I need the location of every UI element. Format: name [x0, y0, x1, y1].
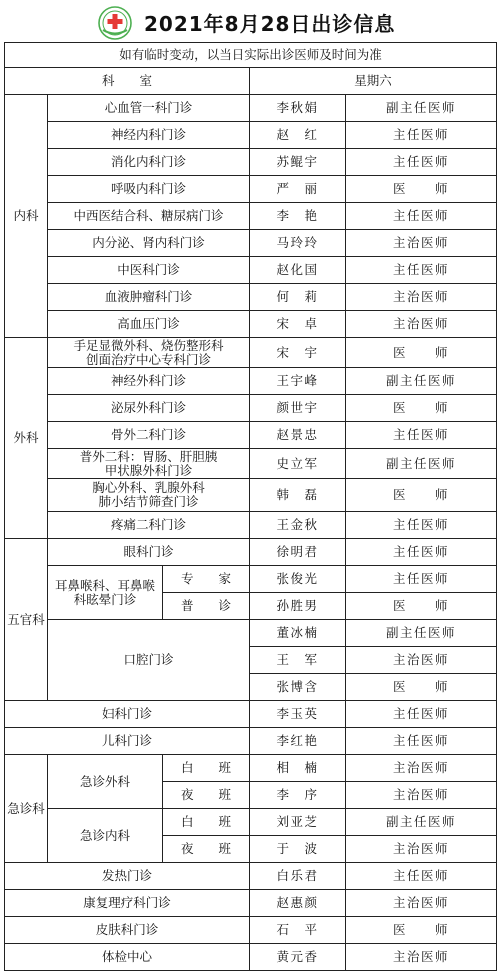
title-cell: 主治医师 [346, 230, 497, 257]
title-cell: 主治医师 [346, 782, 497, 809]
title-cell: 医 师 [346, 338, 497, 368]
dept-cell: 神经外科门诊 [48, 368, 250, 395]
title-cell: 主任医师 [346, 512, 497, 539]
dept-cell: 高血压门诊 [48, 311, 250, 338]
title-cell: 主任医师 [346, 566, 497, 593]
dept-header: 科 室 [5, 68, 250, 95]
table-row [5, 890, 497, 917]
table-row [5, 368, 497, 395]
title-cell: 主治医师 [346, 647, 497, 674]
table-row [5, 257, 497, 284]
dept-cell: 发热门诊 [5, 863, 250, 890]
title-cell: 副主任医师 [346, 95, 497, 122]
doctor-cell: 韩 磊 [250, 479, 346, 512]
sub-cell: 白 班 [163, 809, 250, 836]
doctor-cell: 相 楠 [250, 755, 346, 782]
doctor-cell: 赵景忠 [250, 422, 346, 449]
table-row [5, 620, 497, 647]
title-cell: 医 师 [346, 176, 497, 203]
schedule-table [4, 42, 497, 971]
dept-cell: 口腔门诊 [48, 620, 250, 701]
title-cell: 主任医师 [346, 422, 497, 449]
dept-cell: 眼科门诊 [48, 539, 250, 566]
dept-cell: 呼吸内科门诊 [48, 176, 250, 203]
table-row [5, 512, 497, 539]
title-cell: 主治医师 [346, 311, 497, 338]
table-row [5, 701, 497, 728]
table-row [5, 728, 497, 755]
dept-cell: 疼痛二科门诊 [48, 512, 250, 539]
doctor-cell: 张俊光 [250, 566, 346, 593]
page-title: 2021年8月28日出诊信息 [144, 12, 396, 36]
dept-cell: 骨外二科门诊 [48, 422, 250, 449]
doctor-cell: 刘亚芝 [250, 809, 346, 836]
doctor-cell: 严 丽 [250, 176, 346, 203]
table-row [5, 95, 497, 122]
table-row [5, 230, 497, 257]
title-cell: 主任医师 [346, 257, 497, 284]
title-cell: 副主任医师 [346, 620, 497, 647]
title-cell: 医 师 [346, 917, 497, 944]
dept-cell: 内分泌、肾内科门诊 [48, 230, 250, 257]
doctor-cell: 白乐君 [250, 863, 346, 890]
table-row [5, 338, 497, 368]
dept-cell: 中医科门诊 [48, 257, 250, 284]
dept-cell: 中西医结合科、糖尿病门诊 [48, 203, 250, 230]
table-row [5, 395, 497, 422]
doctor-cell: 徐明君 [250, 539, 346, 566]
dept-cell: 妇科门诊 [5, 701, 250, 728]
doctor-cell: 史立军 [250, 449, 346, 479]
dept-cell: 急诊外科 [48, 755, 163, 809]
notice-row [5, 43, 497, 68]
table-row [5, 539, 497, 566]
table-row [5, 122, 497, 149]
sub-cell: 夜 班 [163, 836, 250, 863]
table-row [5, 149, 497, 176]
title-cell: 副主任医师 [346, 809, 497, 836]
title-cell: 副主任医师 [346, 368, 497, 395]
doctor-cell: 何 莉 [250, 284, 346, 311]
doctor-cell: 宋 卓 [250, 311, 346, 338]
sub-cell: 普 诊 [163, 593, 250, 620]
title-cell: 副主任医师 [346, 449, 497, 479]
doctor-cell: 李 序 [250, 782, 346, 809]
page-header [0, 0, 500, 44]
title-cell: 主治医师 [346, 284, 497, 311]
sub-cell: 白 班 [163, 755, 250, 782]
dept-cell: 康复理疗科门诊 [5, 890, 250, 917]
doctor-cell: 董冰楠 [250, 620, 346, 647]
dept-cell: 体检中心 [5, 944, 250, 971]
dept-cell: 神经内科门诊 [48, 122, 250, 149]
doctor-cell: 赵 红 [250, 122, 346, 149]
dept-cell: 普外二科：胃肠、肝胆胰 甲状腺外科门诊 [48, 449, 250, 479]
group-label: 内科 [5, 95, 48, 338]
doctor-cell: 王金秋 [250, 512, 346, 539]
dept-cell: 皮肤科门诊 [5, 917, 250, 944]
doctor-cell: 王宇峰 [250, 368, 346, 395]
dept-cell: 胸心外科、乳腺外科 肺小结节筛查门诊 [48, 479, 250, 512]
table-row [5, 422, 497, 449]
dept-cell: 儿科门诊 [5, 728, 250, 755]
table-row [5, 755, 497, 782]
doctor-cell: 赵化国 [250, 257, 346, 284]
title-cell: 医 师 [346, 395, 497, 422]
notice-text: 如有临时变动，以当日实际出诊医师及时间为准 [5, 43, 497, 68]
doctor-cell: 颜世宇 [250, 395, 346, 422]
title-cell: 主治医师 [346, 944, 497, 971]
title-cell: 医 师 [346, 479, 497, 512]
title-cell: 医 师 [346, 674, 497, 701]
dept-cell: 心血管一科门诊 [48, 95, 250, 122]
doctor-cell: 宋 宇 [250, 338, 346, 368]
title-cell: 主任医师 [346, 863, 497, 890]
table-header-row [5, 68, 497, 95]
doctor-cell: 苏鲲宇 [250, 149, 346, 176]
doctor-cell: 马玲玲 [250, 230, 346, 257]
doctor-cell: 李秋娟 [250, 95, 346, 122]
title-cell: 主治医师 [346, 836, 497, 863]
doctor-cell: 王 军 [250, 647, 346, 674]
doctor-cell: 李玉英 [250, 701, 346, 728]
dept-cell: 急诊内科 [48, 809, 163, 863]
doctor-cell: 黄元香 [250, 944, 346, 971]
group-label: 五官科 [5, 539, 48, 701]
group-label: 外科 [5, 338, 48, 539]
dept-cell: 消化内科门诊 [48, 149, 250, 176]
table-row [5, 809, 497, 836]
dept-cell: 血液肿瘤科门诊 [48, 284, 250, 311]
table-row [5, 944, 497, 971]
sub-cell: 夜 班 [163, 782, 250, 809]
table-row [5, 917, 497, 944]
table-row [5, 176, 497, 203]
table-row [5, 479, 497, 512]
table-row [5, 284, 497, 311]
hospital-logo-icon [98, 6, 132, 40]
doctor-cell: 于 波 [250, 836, 346, 863]
title-cell: 医 师 [346, 593, 497, 620]
table-row [5, 203, 497, 230]
title-cell: 主治医师 [346, 755, 497, 782]
doctor-cell: 孙胜男 [250, 593, 346, 620]
sub-cell: 专 家 [163, 566, 250, 593]
doctor-cell: 赵惠颜 [250, 890, 346, 917]
table-row [5, 311, 497, 338]
title-cell: 主任医师 [346, 728, 497, 755]
title-cell: 主治医师 [346, 890, 497, 917]
table-row [5, 566, 497, 593]
title-cell: 主任医师 [346, 203, 497, 230]
doctor-cell: 李 艳 [250, 203, 346, 230]
doctor-cell: 石 平 [250, 917, 346, 944]
dept-cell: 耳鼻喉科、耳鼻喉 科眩晕门诊 [48, 566, 163, 620]
dept-cell: 泌尿外科门诊 [48, 395, 250, 422]
title-cell: 主任医师 [346, 149, 497, 176]
dept-cell: 手足显微外科、烧伤整形科 创面治疗中心专科门诊 [48, 338, 250, 368]
title-cell: 主任医师 [346, 122, 497, 149]
group-label: 急诊科 [5, 755, 48, 863]
title-cell: 主任医师 [346, 701, 497, 728]
doctor-cell: 李红艳 [250, 728, 346, 755]
doctor-cell: 张博含 [250, 674, 346, 701]
title-cell: 主任医师 [346, 539, 497, 566]
table-row [5, 863, 497, 890]
table-row [5, 449, 497, 479]
day-header: 星期六 [250, 68, 497, 95]
